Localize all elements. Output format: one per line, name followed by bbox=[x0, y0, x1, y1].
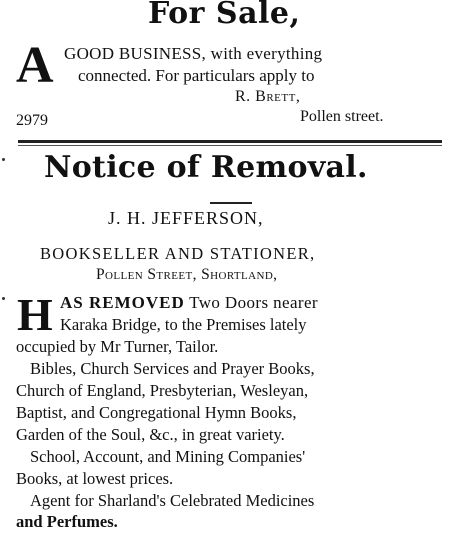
divider-rule-thin bbox=[18, 145, 442, 146]
removal-drop-cap: H bbox=[17, 289, 53, 340]
for-sale-address: Pollen street. bbox=[300, 108, 384, 125]
removal-lead-words: AS REMOVED bbox=[60, 293, 185, 312]
for-sale-title: For Sale, bbox=[148, 0, 301, 31]
removal-para2-line3: Baptist, and Congregational Hymn Books, bbox=[16, 403, 297, 422]
removal-para1-rest: Two Doors nearer bbox=[184, 293, 318, 312]
print-speck bbox=[2, 158, 5, 161]
removal-para2-line4: Garden of the Soul, &c., in great variety. bbox=[16, 425, 285, 444]
print-speck bbox=[2, 297, 5, 300]
for-sale-line-2: connected. For particulars apply to bbox=[78, 66, 315, 85]
removal-para4-line1: Agent for Sharland's Celebrated Medicines bbox=[30, 491, 315, 510]
removal-para1-line3: occupied by Mr Turner, Tailor. bbox=[16, 337, 219, 356]
proprietor-trade: BOOKSELLER AND STATIONER, bbox=[40, 244, 316, 263]
for-sale-line-1: GOOD BUSINESS, with everything bbox=[64, 44, 323, 63]
removal-para3-line2: Books, at lowest prices. bbox=[16, 469, 174, 488]
for-sale-contact: R. Brett, bbox=[235, 88, 301, 105]
proprietor-location: Pollen Street, Shortland, bbox=[96, 266, 278, 283]
removal-para1-line2: Karaka Bridge, to the Premises lately bbox=[60, 315, 307, 334]
for-sale-ad-number: 2979 bbox=[16, 112, 48, 129]
removal-para4-and: and bbox=[16, 512, 47, 531]
for-sale-drop-cap: A bbox=[16, 37, 54, 94]
removal-para2-line2: Church of England, Presbyterian, Wesleyan, bbox=[16, 381, 309, 400]
removal-para1-line1 bbox=[60, 293, 318, 313]
removal-para4-line2 bbox=[16, 512, 118, 532]
removal-para2-line1: Bibles, Church Services and Prayer Books, bbox=[30, 359, 315, 378]
divider-rule bbox=[18, 140, 442, 143]
proprietor-name: J. H. JEFFERSON, bbox=[108, 208, 264, 228]
removal-perfumes: Perfumes. bbox=[46, 512, 118, 531]
title-underline bbox=[210, 202, 252, 204]
removal-para3-line1: School, Account, and Mining Companies' bbox=[30, 447, 306, 466]
removal-title: Notice of Removal. bbox=[44, 150, 368, 185]
